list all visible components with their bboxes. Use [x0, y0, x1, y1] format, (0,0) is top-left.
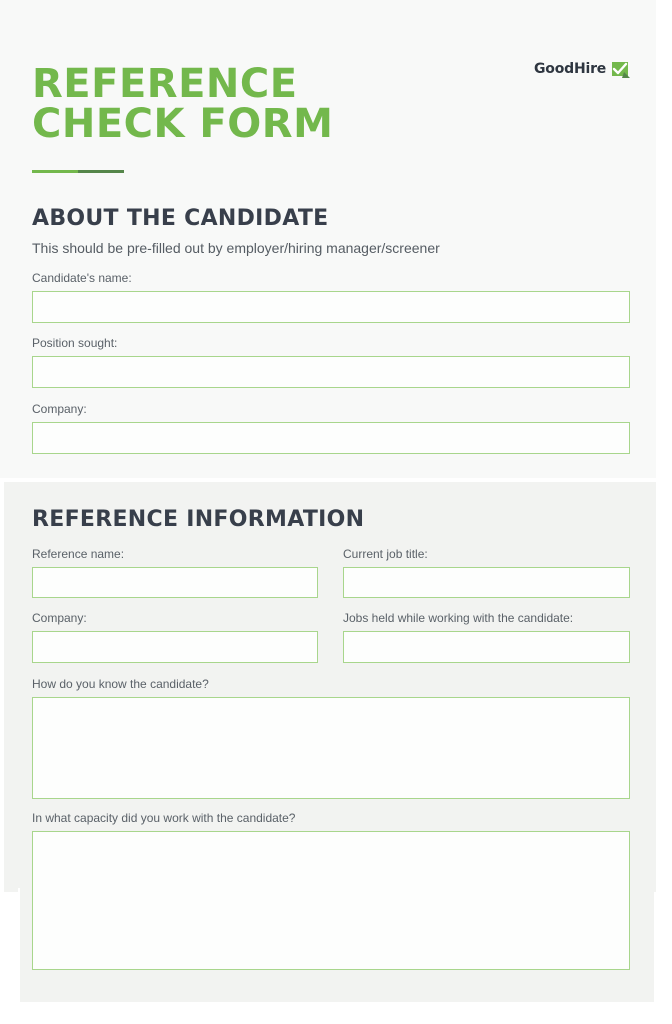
about-candidate-heading: ABOUT THE CANDIDATE — [32, 206, 329, 231]
reference-information-heading: REFERENCE INFORMATION — [32, 507, 365, 532]
candidate-company-label: Company: — [32, 402, 87, 416]
reference-name-input[interactable] — [32, 567, 318, 598]
title-underline — [32, 170, 124, 173]
capacity-label: In what capacity did you work with the candidate? — [32, 811, 296, 825]
candidate-company-input[interactable] — [32, 422, 630, 454]
section-edge — [18, 888, 20, 968]
form-title: REFERENCE CHECK FORM — [32, 61, 334, 147]
reference-name-label: Reference name: — [32, 547, 125, 561]
reference-company-input[interactable] — [32, 631, 318, 663]
current-job-title-input[interactable] — [343, 567, 630, 598]
candidate-name-input[interactable] — [32, 291, 630, 323]
candidate-name-label: Candidate's name: — [32, 271, 132, 285]
checkmark-logo-icon — [610, 60, 630, 78]
jobs-held-input[interactable] — [343, 631, 630, 663]
position-sought-input[interactable] — [32, 356, 630, 388]
capacity-textarea[interactable] — [32, 831, 630, 970]
logo-text: GoodHire — [534, 61, 607, 77]
jobs-held-label: Jobs held while working with the candidate: — [343, 611, 574, 625]
current-job-title-label: Current job title: — [343, 547, 428, 561]
about-candidate-subtitle: This should be pre-filled out by employer/hiring manager/screener — [32, 240, 440, 256]
goodhire-logo — [534, 60, 630, 78]
position-sought-label: Position sought: — [32, 336, 118, 350]
reference-company-label: Company: — [32, 611, 87, 625]
how-know-candidate-label: How do you know the candidate? — [32, 677, 209, 691]
how-know-candidate-textarea[interactable] — [32, 697, 630, 799]
